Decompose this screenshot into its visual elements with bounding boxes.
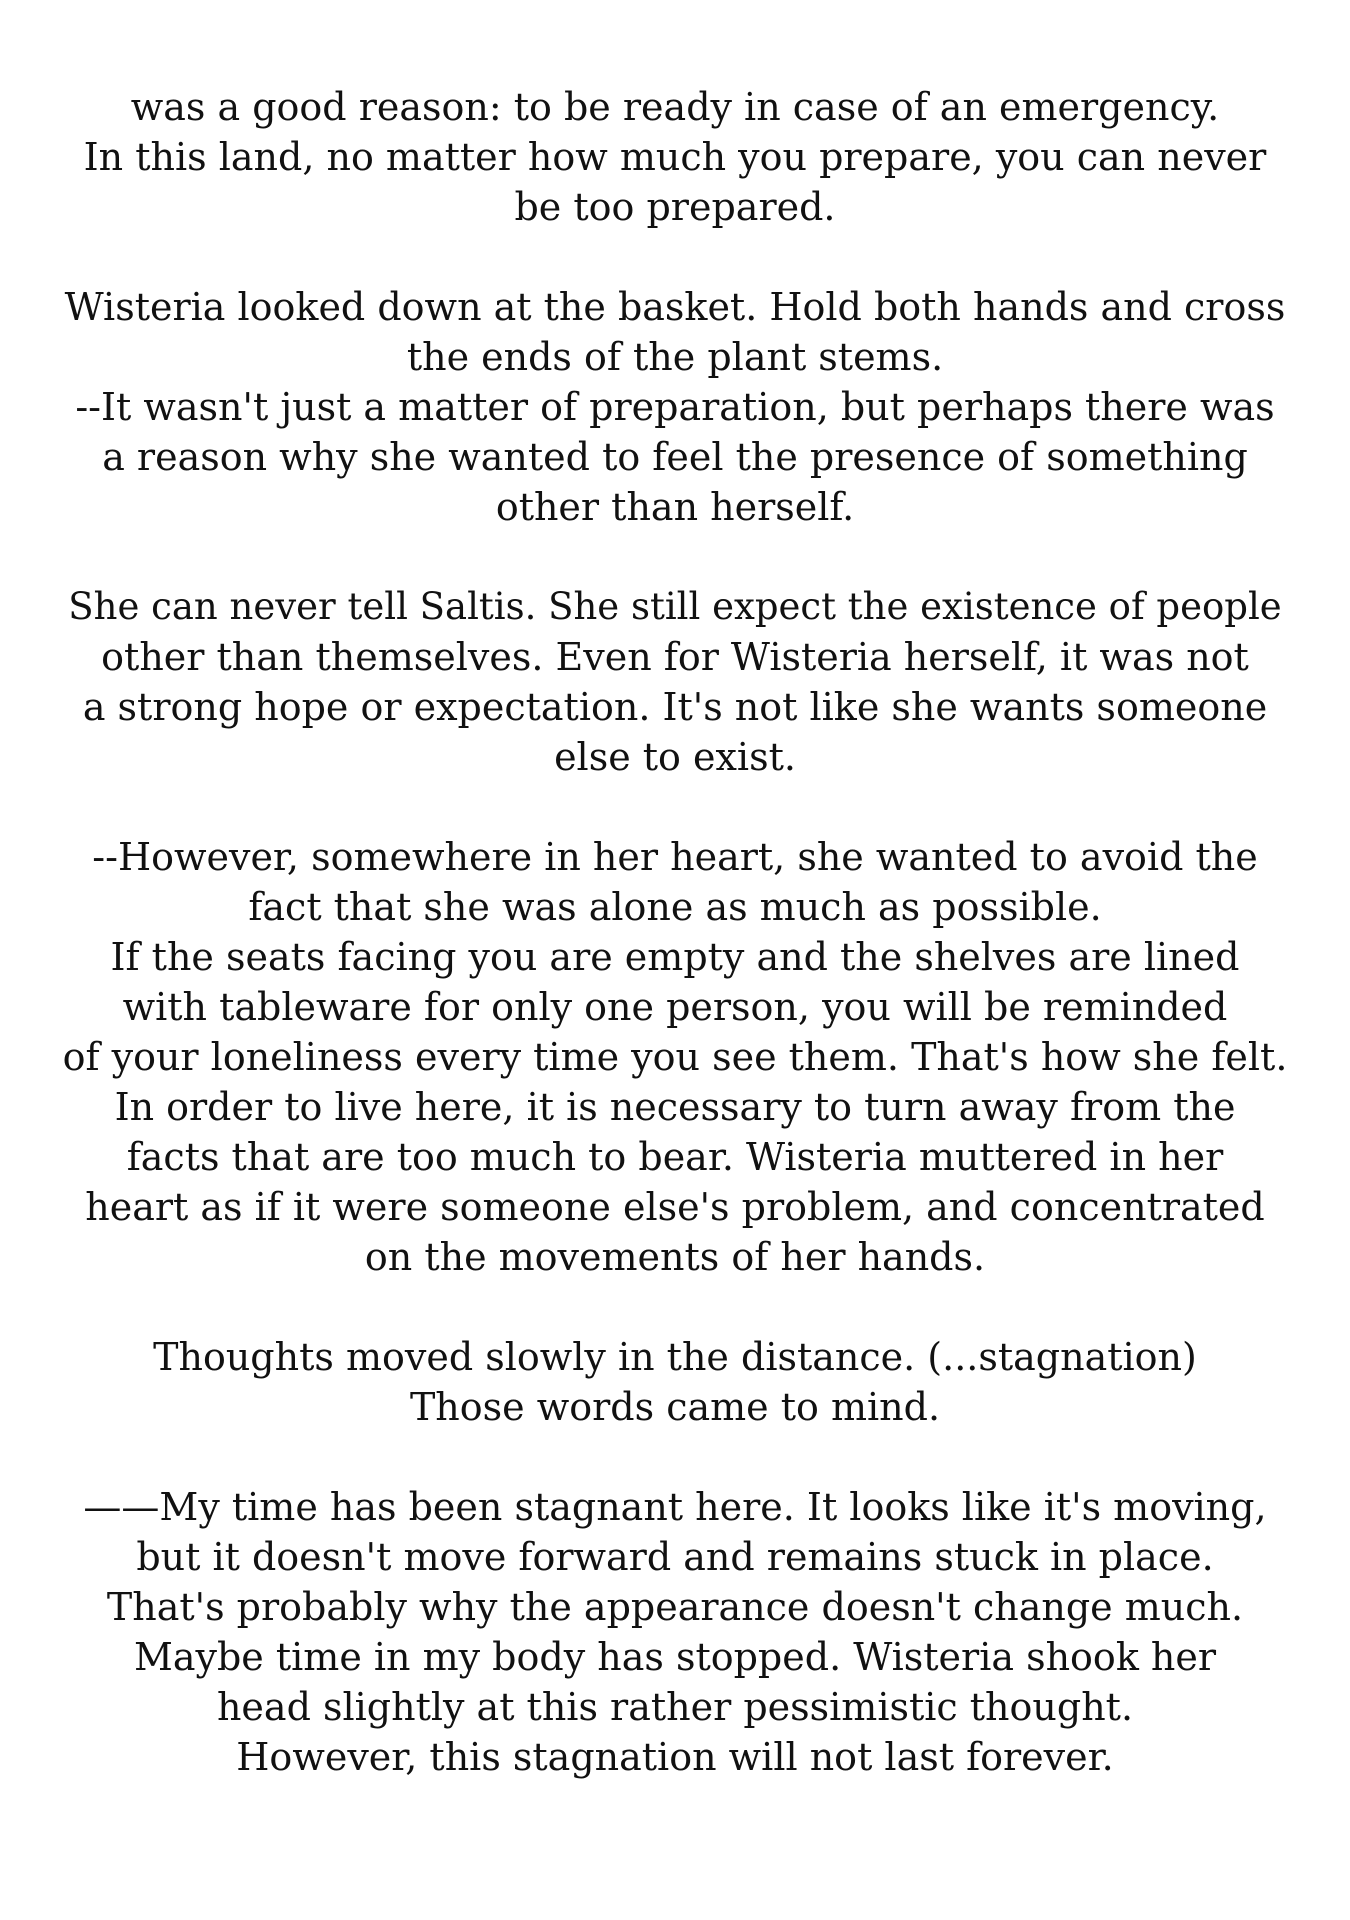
text-line: the ends of the plant stems. [406, 335, 944, 379]
text-line: on the movements of her hands. [364, 1235, 986, 1279]
story-text [60, 82, 1290, 1832]
text-line: heart as if it were someone else's problem, and concentrated [85, 1185, 1265, 1229]
text-line: --It wasn't just a matter of preparation, but perhaps there was [75, 385, 1275, 429]
text-line: other than herself. [495, 485, 855, 529]
text-line: Thoughts moved slowly in the distance. (...stagnation) [153, 1335, 1197, 1379]
text-line: In this land, no matter how much you prepare, you can never [83, 135, 1267, 179]
text-line: That's probably why the appearance doesn't change much. [106, 1585, 1244, 1629]
text-line: else to exist. [554, 735, 796, 779]
text-line: a strong hope or expectation. It's not like she wants someone [82, 685, 1268, 729]
paragraph-6 [60, 1482, 1290, 1782]
text-line: a reason why she wanted to feel the presence of something [102, 435, 1248, 479]
text-line: head slightly at this rather pessimistic thought. [216, 1685, 1134, 1729]
text-line: In order to live here, it is necessary to turn away from the [114, 1085, 1236, 1129]
text-line: with tableware for only one person, you will be reminded [122, 985, 1228, 1029]
paragraph-2 [60, 282, 1290, 532]
text-line: If the seats facing you are empty and the shelves are lined [110, 935, 1240, 979]
text-line: fact that she was alone as much as possible. [248, 885, 1102, 929]
text-line: Those words came to mind. [409, 1385, 941, 1429]
paragraph-5 [60, 1332, 1290, 1432]
text-line: --However, somewhere in her heart, she wanted to avoid the [92, 835, 1258, 879]
text-line: facts that are too much to bear. Wisteria muttered in her [126, 1135, 1224, 1179]
text-line: of your loneliness every time you see them. That's how she felt. [62, 1035, 1288, 1079]
text-line: ——My time has been stagnant here. It looks like it's moving, [83, 1485, 1267, 1529]
text-line: Wisteria looked down at the basket. Hold both hands and cross [64, 285, 1286, 329]
text-line: other than themselves. Even for Wisteria herself, it was not [101, 635, 1249, 679]
text-line: but it doesn't move forward and remains stuck in place. [136, 1535, 1214, 1579]
text-line: was a good reason: to be ready in case of an emergency. [130, 85, 1220, 129]
paragraph-4 [60, 832, 1290, 1282]
text-line: However, this stagnation will not last forever. [236, 1735, 1114, 1779]
paragraph-3 [60, 582, 1290, 782]
paragraph-1 [60, 82, 1290, 232]
text-line: Maybe time in my body has stopped. Wisteria shook her [133, 1635, 1217, 1679]
text-line: She can never tell Saltis. She still expect the existence of people [68, 585, 1282, 628]
text-line: be too prepared. [514, 185, 836, 229]
